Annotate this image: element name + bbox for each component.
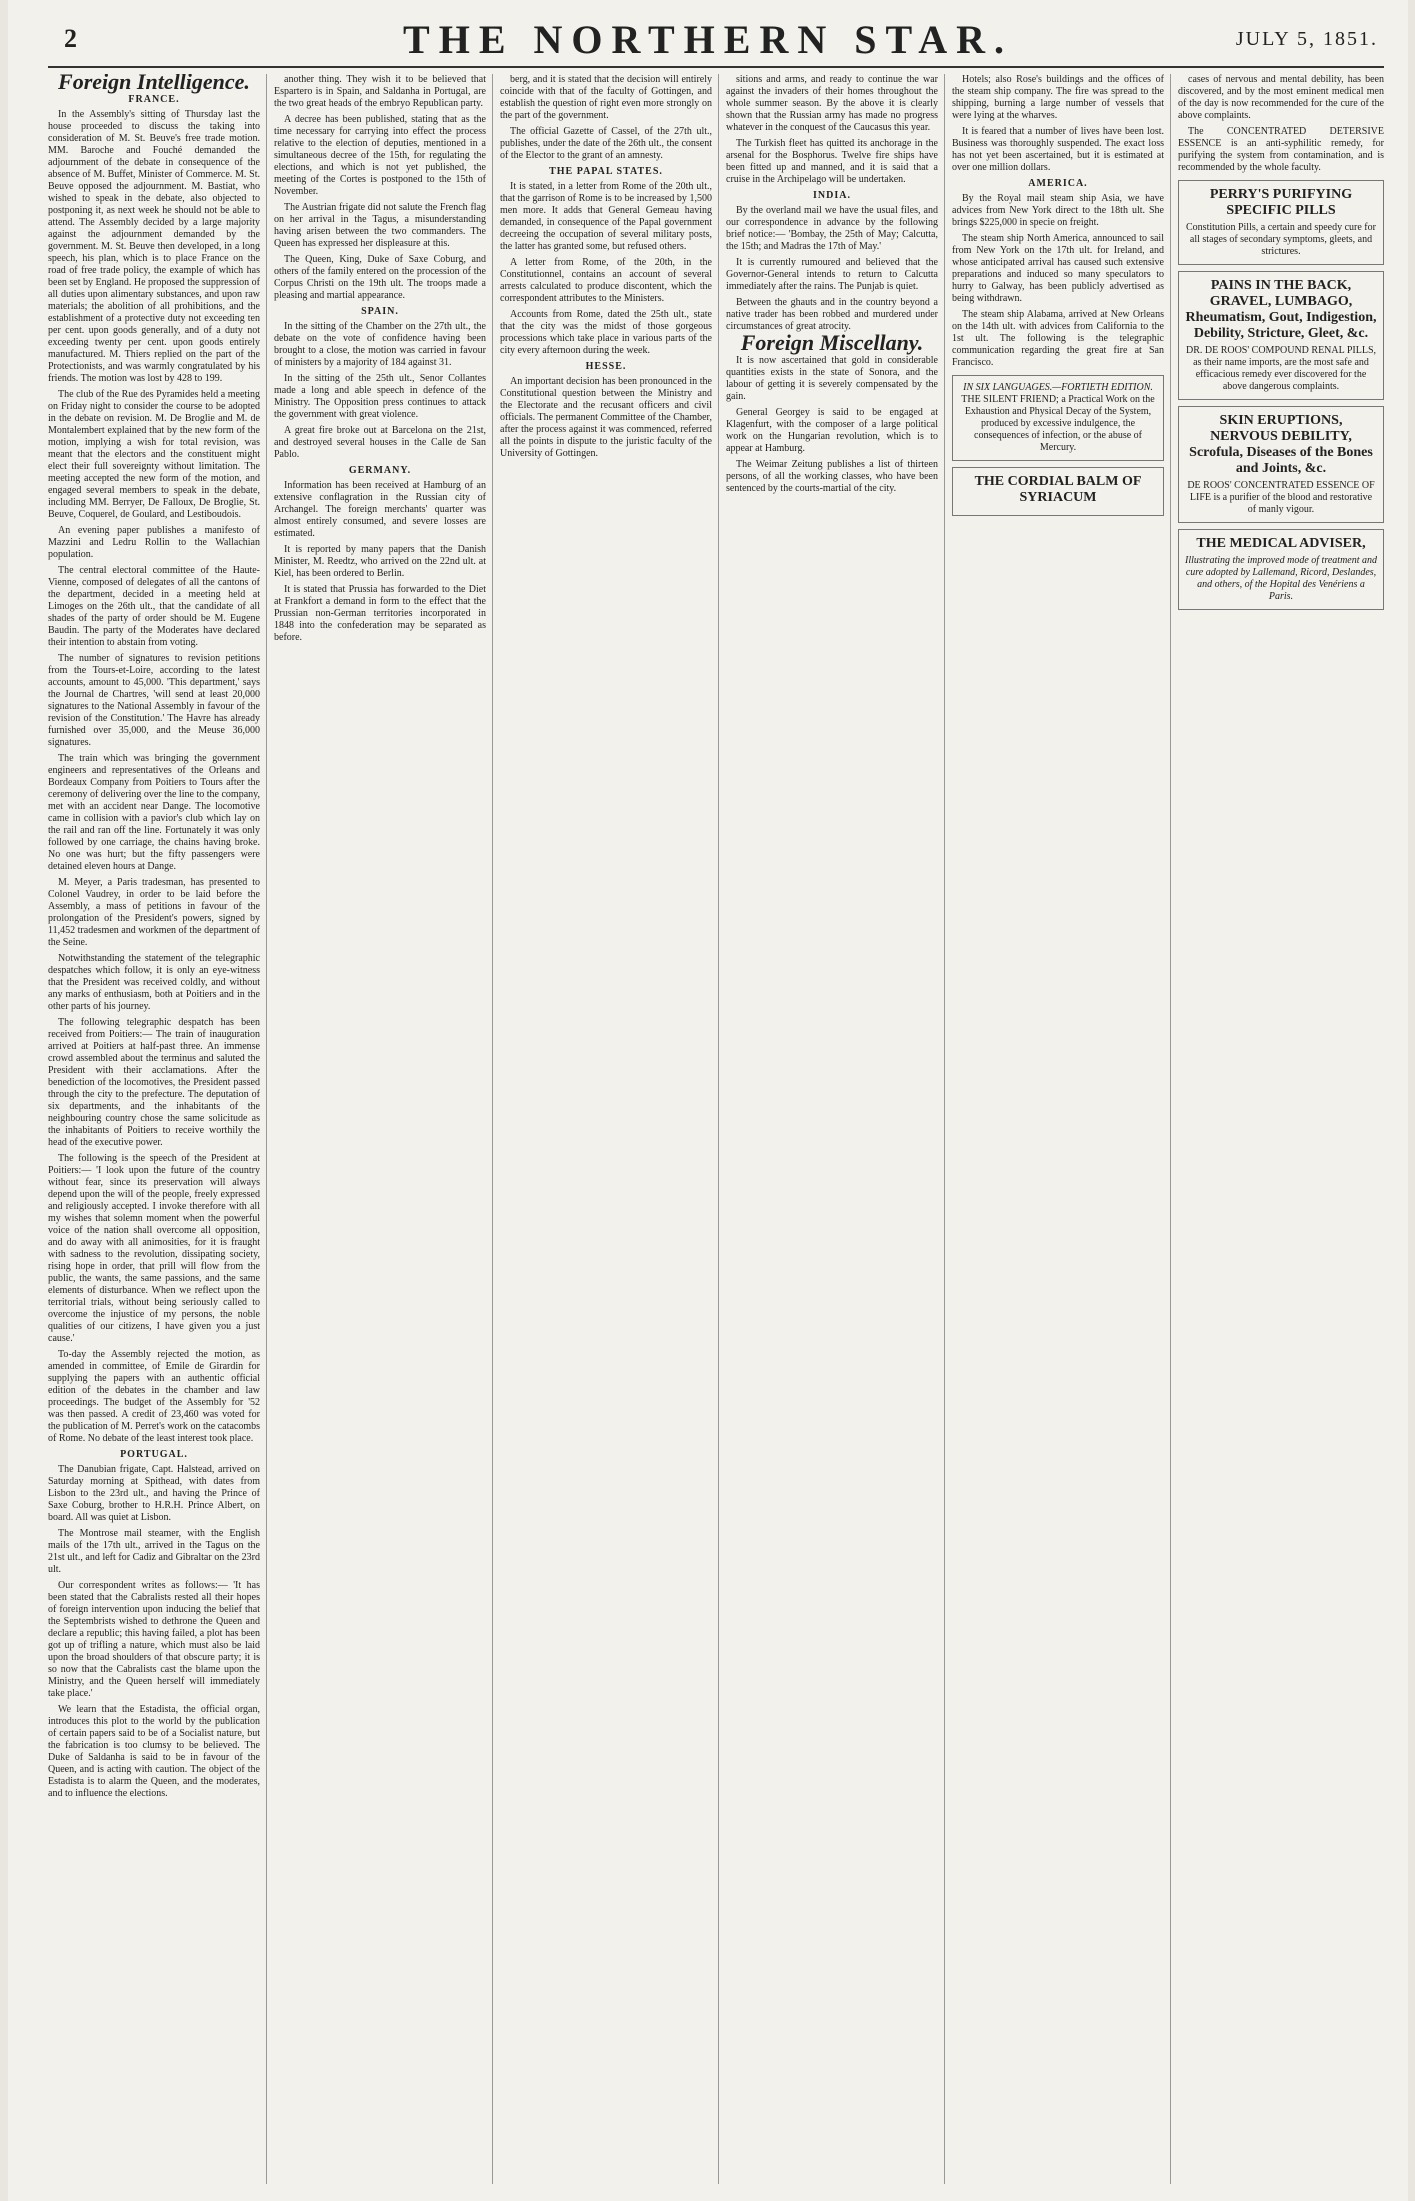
page-header (8, 10, 1408, 62)
article-paragraph: The Danubian frigate, Capt. Halstead, arrived on Saturday morning at Spithead, with dates from Lisbon to the 23rd ult., and having the Prince of Saxe Coburg, brother to H.R.H. Prince Albert, on board. All was quiet at Lisbon. (48, 1464, 260, 1523)
article-paragraph: cases of nervous and mental debility, has been discovered, and by the most eminent medical men of the day is now recommended for the cure of the above complaints. (1178, 74, 1384, 121)
article-paragraph: By the overland mail we have the usual files, and our correspondence in advance by the following brief notice:— 'Bombay, the 25th of May; Calcutta, the 15th; and Madras the 17th of May.' (726, 205, 938, 252)
article-paragraph: A letter from Rome, of the 20th, in the Constitutionnel, contains an account of several arrests calculated to produce discontent, which the correspondent attributes to the Ministers. (500, 257, 712, 304)
article-paragraph: The CONCENTRATED DETERSIVE ESSENCE is an anti-syphilitic remedy, for purifying the system from contamination, and is recommended by the whole faculty. (1178, 126, 1384, 173)
advertisement (1178, 271, 1384, 400)
article-paragraph: Accounts from Rome, dated the 25th ult., state that the city was the midst of those gorgeous processions which take place in various parts of the city every afternoon during the week. (500, 309, 712, 356)
advertisement (1178, 180, 1384, 265)
article-paragraph: In the sitting of the 25th ult., Senor Collantes made a long and able speech in defence of the Ministry. The Opposition press continues to attack the government with great violence. (274, 373, 486, 420)
column-divider (944, 74, 945, 2184)
advertisement (1178, 529, 1384, 610)
article-paragraph: The Montrose mail steamer, with the English mails of the 17th ult., arrived in the Tagus on the 21st ult., and left for Cadiz and Gibraltar on the 23rd ult. (48, 1528, 260, 1575)
advertisement (952, 375, 1164, 461)
column-4 (726, 74, 938, 2184)
article-paragraph: General Georgey is said to be engaged at Klagenfurt, with the composer of a large political work on the Hungarian revolution, which is to appear at Hamburg. (726, 407, 938, 454)
article-paragraph: M. Meyer, a Paris tradesman, has presented to Colonel Vaudrey, in order to be laid before the Assembly, a mass of petitions in favour of the prolongation of the President's powers, signed by 11,452 tradesmen and workmen of the department of the Seine. (48, 877, 260, 948)
article-paragraph: The club of the Rue des Pyramides held a meeting on Friday night to consider the course to be adopted in the debate on revision. M. De Broglie and M. de Montalembert explained that by the new form of the motion, implying a wish for total revision, was meant that the electors and the constituent might elect their full sovereignty without limitation. The meeting accepted the new form of the motion, and engaged several members to speak in the debate, including MM. Berryer, De Falloux, De Broglie, St. Beuve, Coquerel, de Goulard, and Lestiboudois. (48, 389, 260, 520)
article-paragraph: The Turkish fleet has quitted its anchorage in the arsenal for the Bosphorus. Twelve fire ships have been fitted up and manned, and it is said that a cruise in the Archipelago will be undertaken. (726, 138, 938, 185)
article-paragraph: The steam ship North America, announced to sail from New York on the 17th ult. for Ireland, and whose anticipated arrival has caused such extensive preparations and induced so many speculators to hurry to Galway, has been publicly advertised as being withdrawn. (952, 233, 1164, 304)
section-heading-france: FRANCE. (128, 94, 180, 105)
advert-heading: THE MEDICAL ADVISER, (1196, 536, 1366, 551)
issue-date: JULY 5, 1851. (1235, 28, 1378, 50)
column-divider (492, 74, 493, 2184)
article-paragraph: It is currently rumoured and believed that the Governor-General intends to return to Calcutta immediately after the rains. The Punjab is quiet. (726, 257, 938, 292)
article-paragraph: berg, and it is stated that the decision will entirely coincide with that of the faculty of Gottingen, and establish the question of right even more strongly on the part of the government. (500, 74, 712, 121)
advert-body: THE SILENT FRIEND; a Practical Work on the Exhaustion and Physical Decay of the System, produced by excessive indulgence, the consequences of infection, or the abuse of Mercury. (961, 394, 1155, 453)
article-paragraph: By the Royal mail steam ship Asia, we have advices from New York direct to the 18th ult. She brings $225,000 in specie on freight. (952, 193, 1164, 228)
advertisement (952, 467, 1164, 516)
column-6 (1178, 74, 1384, 2184)
article-paragraph: An important decision has been pronounced in the Constitutional question between the Ministry and the Electorate and the recusant officers and civil officials. The permanent Committee of the Chamber, after the process against it was commenced, referred all the points in dispute to the juristic faculty of the University of Gottingen. (500, 376, 712, 459)
newspaper-page (8, 0, 1408, 2201)
article-paragraph: The following telegraphic despatch has been received from Poitiers:— The train of inauguration arrived at Poitiers at half-past three. An immense crowd assembled about the terminus and saluted the President with their acclamations. After the benediction of the locomotives, the President passed through the city to the prefecture. The deputation of six departments, and the inhabitants of the neighbouring country chose the same solicitude as the inhabitants of Poitiers to receive worthily the head of the executive power. (48, 1017, 260, 1148)
advertisement (1178, 406, 1384, 523)
advert-subtitle: IN SIX LANGUAGES.—FORTIETH EDITION. (963, 382, 1153, 393)
advert-body: Constitution Pills, a certain and speedy cure for all stages of secondary symptoms, gleets, and strictures. (1186, 222, 1376, 257)
article-paragraph: Between the ghauts and in the country beyond a native trader has been robbed and murdered under circumstances of great atrocity. (726, 297, 938, 332)
advert-heading: SKIN ERUPTIONS, NERVOUS DEBILITY, Scrofula, Diseases of the Bones and Joints, &c. (1189, 413, 1373, 476)
article-paragraph: In the sitting of the Chamber on the 27th ult., the debate on the vote of confidence having been brought to a close, the motion was carried in favour of ministers by a majority of 184 against 31. (274, 321, 486, 368)
column-2 (274, 74, 486, 2184)
page-number: 2 (64, 24, 77, 53)
article-paragraph: Notwithstanding the statement of the telegraphic despatches which follow, it is only an eye-witness that the President was received coldly, and without any marks of enthusiasm, both at Poitiers and in the other parts of his journey. (48, 953, 260, 1012)
header-rule (48, 66, 1384, 68)
advert-heading: PAINS IN THE BACK, GRAVEL, LUMBAGO, Rheumatism, Gout, Indigestion, Debility, Stricture, Gleet, &c. (1185, 278, 1377, 341)
article-paragraph: It is stated that Prussia has forwarded to the Diet at Frankfort a demand in form to the effect that the Prussian non-German territories incorporated in 1848 into the confederation may be separated as before. (274, 584, 486, 643)
article-paragraph: The official Gazette of Cassel, of the 27th ult., publishes, under the date of the 26th ult., the consent of the Elector to the grant of an amnesty. (500, 126, 712, 161)
article-paragraph: An evening paper publishes a manifesto of Mazzini and Ledru Rollin to the Wallachian population. (48, 525, 260, 560)
advert-heading: THE CORDIAL BALM OF SYRIACUM (974, 474, 1142, 505)
advert-body: Illustrating the improved mode of treatment and cure adopted by Lallemand, Ricord, Deslandes, and others, of the Hopital des Venériens a Paris. (1185, 555, 1378, 602)
article-paragraph: In the Assembly's sitting of Thursday last the house proceeded to discuss the taking into consideration of M. St. Beuve's free trade motion. MM. Baroche and Fouché demanded the adjournment of the debate in consequence of the absence of M. Buffet, Minister of Commerce. M. St. Beuve opposed the adjournment. M. Bastiat, who wished to speak in the debate, also objected to postponing it, as next week he should not be able to attend. The Assembly decided by a large majority against the adjournment demanded by the government. M. St. Beuve then developed, in a long speech, his plan, which is to place France on the road of free trade policy, the example of which has been set by England. He proposed the suppression of all duties upon alimentary substances, and upon raw materials; the abolition of all prohibitions, and the establishment of a protective duty not exceeding ten per cent. upon goods generally, and of a duty not exceeding twenty per cent. upon goods entirely manufactured. M. Thiers replied on the part of the Protectionists, and was warmly congratulated by his friends. The motion was lost by 428 to 199. (48, 109, 260, 384)
column-1 (48, 74, 260, 2184)
newspaper-title: THE NORTHERN STAR. (403, 17, 1013, 62)
article-paragraph: Information has been received at Hamburg of an extensive conflagration in the Russian city of Archangel. The foreign merchants' quarter was almost entirely consumed, and severe losses are estimated. (274, 480, 486, 539)
article-paragraph: It is feared that a number of lives have been lost. Business was thoroughly suspended. The exact loss has not yet been ascertained, but it is estimated at over one million dollars. (952, 126, 1164, 173)
column-divider (266, 74, 267, 2184)
article-paragraph: The following is the speech of the President at Poitiers:— 'I look upon the future of the country without fear, since its preservation will always depend upon the will of the people, freely expressed and religiously accepted. I invoke therefore with all my wishes that solemn moment when the powerful voice of the nation shall overcome all opposition, and do away with all animosities, for it is fraught with sadness to the revolution, dissipating society, rising hope in order, that prill will flow from the public, the wants, the same passions, and the same elements of disturbance. When we reflect upon the territorial trials, without being seriously called to overcome the injustice of my persons, the noble qualities of our citizens, I have given you a just cause.' (48, 1153, 260, 1344)
article-paragraph: A great fire broke out at Barcelona on the 21st, and destroyed several houses in the Calle de San Pablo. (274, 425, 486, 460)
article-paragraph: The number of signatures to revision petitions from the Tours-et-Loire, according to the latest accounts, amount to 45,000. 'This department,' says the Journal de Chartres, 'will send at least 20,000 signatures to the National Assembly in favour of the revision of the Constitution.' The Havre has already furnished over 35,000, and the Meuse 36,000 signatures. (48, 653, 260, 748)
article-paragraph: The Austrian frigate did not salute the French flag on her arrival in the Tagus, a misunderstanding having arisen between the two commanders. The Queen has expressed her displeasure at this. (274, 202, 486, 249)
article-paragraph: We learn that the Estadista, the official organ, introduces this plot to the world by the publication of certain papers said to be of a Socialist nature, but the fabrication is too clumsy to be believed. The Duke of Saldanha is said to be in favour of the Queen, and is acting with caution. The object of the Estadista is to alarm the Queen, and the moderates, and to influence the elections. (48, 1704, 260, 1799)
column-divider (718, 74, 719, 2184)
article-paragraph: It is now ascertained that gold in considerable quantities exists in the state of Sonora, and the labour of getting it is severely compensated by the gain. (726, 355, 938, 402)
article-paragraph: The steam ship Alabama, arrived at New Orleans on the 14th ult. with advices from California to the 1st ult. The following is the telegraphic communication regarding the great fire at San Francisco. (952, 309, 1164, 368)
article-paragraph: another thing. They wish it to be believed that Espartero is in Spain, and Saldanha in Portugal, are the two great heads of the embryo Republican party. (274, 74, 486, 109)
article-paragraph: It is reported by many papers that the Danish Minister, M. Reedtz, who arrived on the 22nd ult. at Kiel, has been ordered to Berlin. (274, 544, 486, 579)
article-paragraph: To-day the Assembly rejected the motion, as amended in committee, of Emile de Girardin for supplying the papers with an authentic official edition of the debates in the chamber and law proceedings. The budget of the Assembly for '52 was then passed. A credit of 23,460 was voted for the publication of M. Perret's work on the catacombs of Rome. No debate of the least interest took place. (48, 1349, 260, 1444)
article-paragraph: The central electoral committee of the Haute-Vienne, composed of delegates of all the cantons of the department, decided in a meeting held at Limoges on the 26th ult., that the candidate of all shades of the party of order should be M. Eugene Baudin. The party of the Moderates have declared their intention to abstain from voting. (48, 565, 260, 648)
column-divider (1170, 74, 1171, 2184)
article-paragraph: The train which was bringing the government engineers and representatives of the Orleans and Bordeaux Company from Poitiers to Tours after the ceremony of delivering over the line to the company, met with an accident near Dange. The locomotive came in collision with a pavior's club which lay on the rail and ran off the line. Fortunately it was only followed by one carriage, the chains having broke. No one was hurt; but the fifty passengers were detained eleven hours at Dange. (48, 753, 260, 872)
section-heading-india: INDIA. (813, 190, 851, 201)
article-paragraph: sitions and arms, and ready to continue the war against the invaders of their homes throughout the whole summer season. By the above it is clearly shown that the Russian army has made no progress whatever in the conquest of the Caucasus this year. (726, 74, 938, 133)
section-heading-america: AMERICA. (1028, 178, 1088, 189)
advert-body: DR. DE ROOS' COMPOUND RENAL PILLS, as their name imports, are the most safe and efficacious remedy ever discovered for the above dangerous complaints. (1185, 345, 1377, 392)
column-3 (500, 74, 712, 2184)
section-masthead: Foreign Intelligence. (58, 74, 250, 94)
column-5 (952, 74, 1164, 2184)
advert-body: DE ROOS' CONCENTRATED ESSENCE OF LIFE is a purifier of the blood and restorative of manly vigour. (1187, 480, 1375, 515)
section-heading-papal-states: THE PAPAL STATES. (549, 166, 663, 177)
article-paragraph: The Queen, King, Duke of Saxe Coburg, and others of the family entered on the procession of the Corpus Christi on the 19th ult. The troops made a pleasing and martial appearance. (274, 254, 486, 301)
section-heading-portugal: PORTUGAL. (120, 1449, 188, 1460)
article-paragraph: The Weimar Zeitung publishes a list of thirteen persons, of all the working classes, who have been sentenced by the courts-martial of the city. (726, 459, 938, 494)
section-heading-spain: SPAIN. (361, 306, 399, 317)
article-paragraph: It is stated, in a letter from Rome of the 20th ult., that the garrison of Rome is to be increased by 1,500 men more. It adds that General Gemeau having demanded, in consequence of the Papal government decreeing the occupation of several military posts, the latter has granted some, but refused others. (500, 181, 712, 252)
section-heading-germany: GERMANY. (348, 465, 412, 476)
article-paragraph: Our correspondent writes as follows:— 'It has been stated that the Cabralists rested all their hopes of foreign intervention upon inducing the belief that the Septembrists wished to dethrone the Queen and declare a republic; this having failed, a plot has been got up of trifling a nature, which must also be laid upon the broad shoulders of that obscure party; it is so now that the Cabralists cast the blame upon the Ministry, and the Queen herself will immediately take place.' (48, 1580, 260, 1699)
section-heading-foreign-miscellany: Foreign Miscellany. (740, 330, 924, 355)
section-heading-hesse: HESSE. (585, 361, 627, 372)
advert-heading: PERRY'S PURIFYING SPECIFIC PILLS (1209, 187, 1353, 218)
article-paragraph: Hotels; also Rose's buildings and the offices of the steam ship company. The fire was spread to the shipping, burning a large number of vessels that were lying at the wharves. (952, 74, 1164, 121)
article-paragraph: A decree has been published, stating that as the time necessary for carrying into effect the process relative to the election of deputies, mentioned in a simultaneous decree of the 15th, for regulating the elections, and which is not yet published, the meeting of the Cortes is postponed to the 15th of November. (274, 114, 486, 197)
